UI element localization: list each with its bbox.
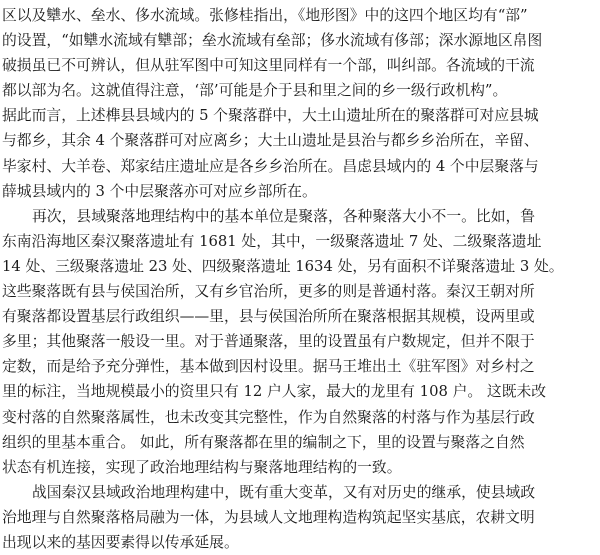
text-line: 这些聚落既有县与侯国治所，又有乡官治所，更多的则是普通村落。秦汉王朝对所 [2,283,535,301]
text-line: 战国秦汉县域政治地理构建中，既有重大变革，又有对历史的继承，使县域政 [32,483,536,501]
text-line: 定数，而是给予充分弹性，基本做到因村设里。据马王堆出土《驻军图》对乡村之 [2,358,535,376]
para-third-level [2,204,598,480]
text-line: 出现以来的基因要素得以传承延展。 [2,533,239,551]
text-line: 变村落的自然聚落属性，也未改变其完整性，作为自然聚落的村落与作为基层行政 [2,408,535,426]
text-line: 薛城县域内的 3 个中层聚落亦可对应乡部所在。 [2,182,317,200]
text-line: 毕家村、大羊卷、郑家结庄遗址应是各乡乡治所在。昌虑县域内的 4 个中层聚落与 [2,157,539,175]
text-line: 14 处、三级聚落遗址 23 处、四级聚落遗址 1634 处，另有面积不详聚落遗址 3 处。 [2,257,564,275]
para-conclusion [2,480,598,555]
para-prior-context [2,3,598,103]
text-line: 状态有机连接，实现了政治地理结构与聚落地理结构的一致。 [2,458,402,476]
text-line: 据此而言，上述榫县县域内的 5 个聚落群中，大土山遗址所在的聚落群可对应县城 [2,107,539,125]
text-line: 治地理与自然聚落格局融为一体，为县域人文地理构造构筑起坚实基底，农耕文明 [2,508,535,526]
text-line: 多里；其他聚落一般设一里。对于普通聚落，里的设置虽有户数规定，但并不限于 [2,333,535,351]
text-line: 与都乡，其余 4 个聚落群可对应离乡；大土山遗址是县治与都乡乡治所在，辛留、 [2,132,539,150]
text-line: 有聚落都设置基层行政组织——里，县与侯国治所所在聚落根据其规模，设两里或 [2,308,535,326]
text-line: 再次，县域聚落地理结构中的基本单位是聚落，各种聚落大小不一。比如，鲁 [32,207,536,225]
text-line: 东南沿海地区秦汉聚落遗址有 1681 处，其中，一级聚落遗址 7 处、二级聚落遗址 [2,232,542,250]
text-line: 都以部为名。这就值得注意，‘部’可能是介于县和里之间的乡一级行政机构”。 [2,82,508,100]
text-line: 组织的里基本重合。 如此，所有聚落都在里的编制之下，里的设置与聚落之自然 [2,433,525,451]
para-second-level [2,103,598,203]
text-line: 里的标注，当地规模最小的资里只有 12 户人家，最大的龙里有 108 户。 这既未改 [2,383,547,401]
text-line: 破损虽已不可辨认，但从驻军图中可知这里同样有一个部，叫纠部。各流域的干流 [2,57,535,75]
text-line: 区以及犫水、垒水、侈水流域。张修桂指出，《地形图》中的这四个地区均有“部” [2,7,528,24]
text-line: 的设置，“如犫水流域有犫部；垒水流域有垒部；侈水流域有侈部；深水源地区帛图 [2,32,543,50]
